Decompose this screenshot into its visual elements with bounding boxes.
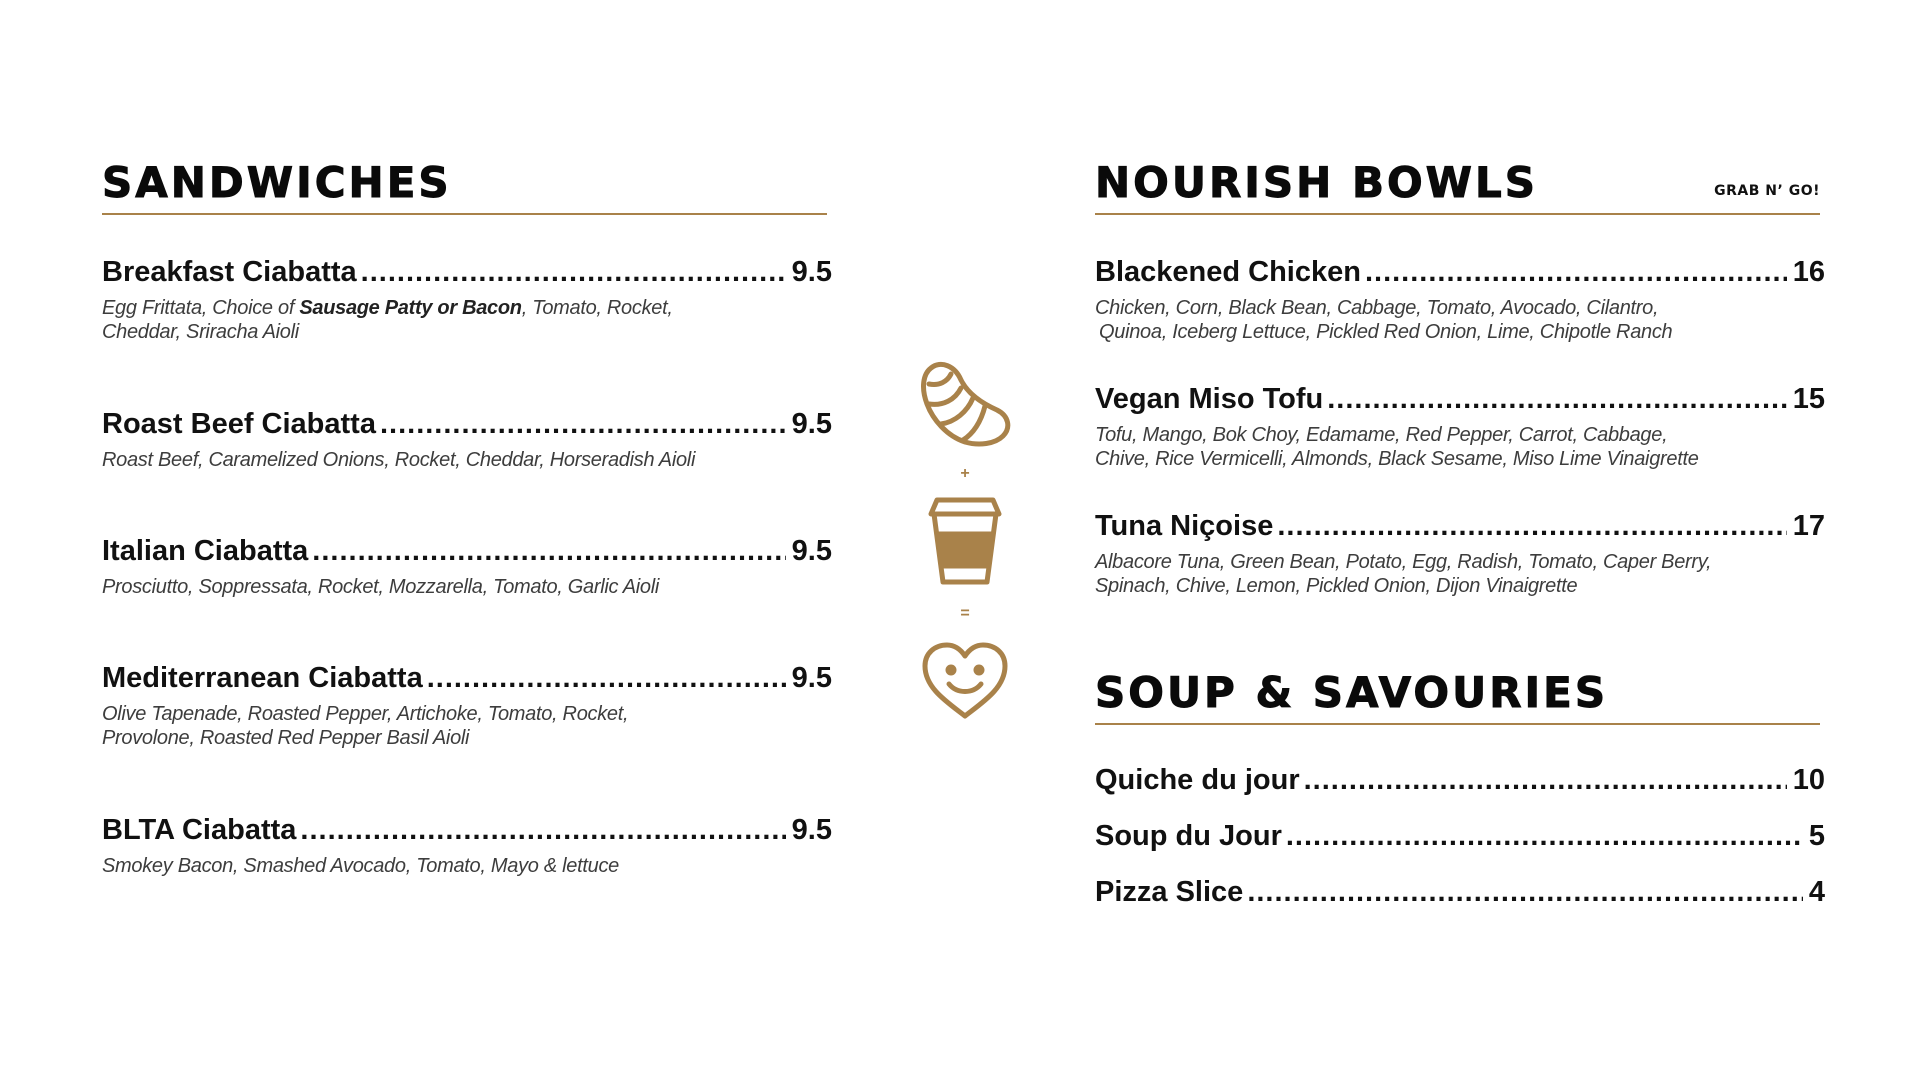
menu-item-soup-du-jour: [1095, 818, 1825, 854]
item-price: 4: [1808, 876, 1825, 908]
item-name: Quiche du jour: [1095, 764, 1300, 796]
item-price: 9.5: [791, 662, 832, 694]
item-name: Breakfast Ciabatta: [102, 256, 357, 288]
item-name: Soup du Jour: [1095, 820, 1282, 852]
menu-item-roast-beef-ciabatta: [102, 406, 832, 472]
item-description: Prosciutto, Soppressata, Rocket, Mozzarella, Tomato, Garlic Aioli: [102, 576, 660, 598]
croissant-icon: [917, 360, 1013, 452]
item-description: Roast Beef, Caramelized Onions, Rocket, Cheddar, Horseradish Aioli: [102, 449, 696, 471]
item-price: 9.5: [791, 814, 832, 846]
dot-leader: [1327, 381, 1786, 417]
menu-item-mediterranean-ciabatta: [102, 660, 832, 750]
menu-item-pizza-slice: [1095, 874, 1825, 910]
smiling-heart-icon: [917, 640, 1013, 722]
menu-item-italian-ciabatta: [102, 533, 832, 599]
dot-leader: [1286, 818, 1803, 854]
dot-leader: [380, 406, 786, 442]
icon-column: [915, 360, 1015, 722]
dot-leader: [1247, 874, 1803, 910]
item-price: 17: [1792, 510, 1825, 542]
dot-leader: [1277, 508, 1786, 544]
dot-leader: [1365, 254, 1787, 290]
item-description: Egg Frittata, Choice of Sausage Patty or Bacon, Tomato, Rocket, Cheddar, Sriracha Aioli: [102, 297, 673, 343]
menu-item-quiche-du-jour: [1095, 762, 1825, 798]
menu-item-tuna-nicoise: [1095, 508, 1825, 598]
item-name: Roast Beef Ciabatta: [102, 408, 376, 440]
menu-item-blackened-chicken: [1095, 254, 1825, 344]
plus-sign: +: [960, 465, 970, 482]
dot-leader: [361, 254, 786, 290]
item-name: Tuna Niçoise: [1095, 510, 1274, 542]
sandwiches-section: [102, 158, 842, 898]
grab-n-go-tag: GRAB N’ GO!: [1714, 183, 1820, 199]
item-description: Smokey Bacon, Smashed Avocado, Tomato, Mayo & lettuce: [102, 855, 619, 877]
menu-item-breakfast-ciabatta: [102, 254, 832, 344]
dot-leader: [300, 812, 785, 848]
item-description: Chicken, Corn, Black Bean, Cabbage, Tomato, Avocado, Cilantro, Quinoa, Iceberg Lettuce, Pickled Red Onion, Lime, Chipotle Ranch: [1095, 297, 1673, 343]
item-price: 9.5: [791, 535, 832, 567]
dot-leader: [1304, 762, 1787, 798]
item-price: 9.5: [791, 408, 832, 440]
item-name: Pizza Slice: [1095, 876, 1244, 908]
soup-savouries-section: [1095, 668, 1835, 928]
menu-item-blta-ciabatta: [102, 812, 832, 878]
equals-sign: =: [960, 605, 970, 622]
sandwiches-heading: SANDWICHES: [102, 158, 452, 207]
soup-savouries-divider: [1095, 723, 1820, 725]
item-name: Vegan Miso Tofu: [1095, 383, 1324, 415]
item-name: BLTA Ciabatta: [102, 814, 297, 846]
item-price: 5: [1808, 820, 1825, 852]
dot-leader: [427, 660, 786, 696]
item-description: Albacore Tuna, Green Bean, Potato, Egg, Radish, Tomato, Caper Berry, Spinach, Chive, Lemon, Pickled Onion, Dijon Vinaigrette: [1095, 551, 1712, 597]
dot-leader: [312, 533, 785, 569]
item-price: 16: [1792, 256, 1825, 288]
item-name: Italian Ciabatta: [102, 535, 309, 567]
nourish-bowls-divider: [1095, 213, 1820, 215]
item-name: Mediterranean Ciabatta: [102, 662, 423, 694]
nourish-bowls-heading: NOURISH BOWLS: [1095, 158, 1539, 207]
item-price: 15: [1792, 383, 1825, 415]
sandwiches-divider: [102, 213, 827, 215]
item-price: 10: [1792, 764, 1825, 796]
item-price: 9.5: [791, 256, 832, 288]
item-name: Blackened Chicken: [1095, 256, 1361, 288]
item-description: Olive Tapenade, Roasted Pepper, Artichoke, Tomato, Rocket, Provolone, Roasted Red Pepper Basil Aioli: [102, 703, 629, 749]
nourish-bowls-section: [1095, 158, 1835, 618]
highlighted-choice: Sausage Patty or Bacon: [299, 297, 522, 319]
item-description: Tofu, Mango, Bok Choy, Edamame, Red Pepper, Carrot, Cabbage, Chive, Rice Vermicelli, Almonds, Black Sesame, Miso Lime Vinaigrette: [1095, 424, 1699, 470]
soup-savouries-heading: SOUP & SAVOURIES: [1095, 668, 1609, 717]
menu-item-vegan-miso-tofu: [1095, 381, 1825, 471]
coffee-cup-icon: [917, 494, 1013, 586]
